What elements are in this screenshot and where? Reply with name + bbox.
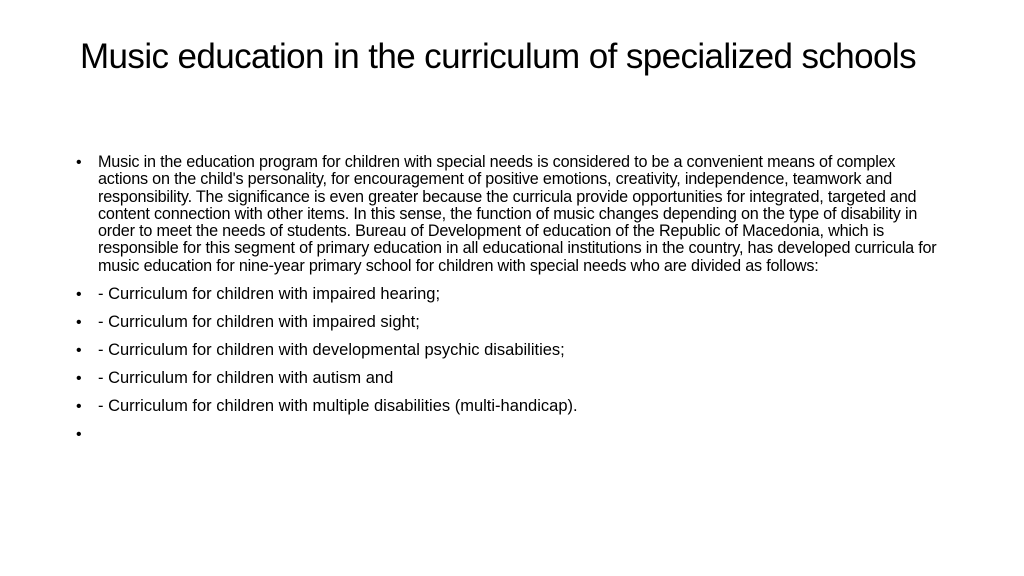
bullet-icon: • — [76, 426, 82, 444]
bullet-text: - Curriculum for children with multiple disabilities (multi-handicap). — [98, 397, 578, 416]
bullet-icon: • — [76, 154, 82, 171]
bullet-icon: • — [76, 342, 82, 360]
bullet-icon: • — [76, 286, 82, 304]
bullet-icon: • — [76, 398, 82, 416]
bullet-item-developmental — [76, 341, 948, 360]
bullet-text: - Curriculum for children with impaired hearing; — [98, 285, 441, 304]
bullet-text: - Curriculum for children with impaired sight; — [98, 313, 420, 332]
bullet-text: - Curriculum for children with autism and — [98, 369, 394, 388]
bullet-icon: • — [76, 370, 82, 388]
bullet-list — [76, 153, 948, 444]
bullet-item-autism — [76, 369, 948, 388]
bullet-text: Music in the education program for children with special needs is considered to be a convenient means of complex actions on the child's personality, for encouragement of positive emotions, creativity, independence, teamwork and responsibility. The significance is even greater because the curricula provide opportunities for integrated, targeted and content connection with other items. In this sense, the function of music changes depending on the type of disability in order to meet the needs of students. Bureau of Development of education of the Republic of Macedonia, which is responsible for this segment of primary education in all educational institutions in the country, has developed curricula for music education for nine-year primary school for children with special needs who are divided as follows: — [98, 153, 937, 275]
bullet-item-multiple — [76, 397, 948, 416]
bullet-item-sight — [76, 313, 948, 332]
bullet-icon: • — [76, 314, 82, 332]
bullet-text: - Curriculum for children with developmental psychic disabilities; — [98, 341, 565, 360]
bullet-item-intro — [76, 154, 948, 275]
slide-title: Music education in the curriculum of specialized schools — [80, 37, 916, 76]
bullet-item-hearing — [76, 285, 948, 304]
